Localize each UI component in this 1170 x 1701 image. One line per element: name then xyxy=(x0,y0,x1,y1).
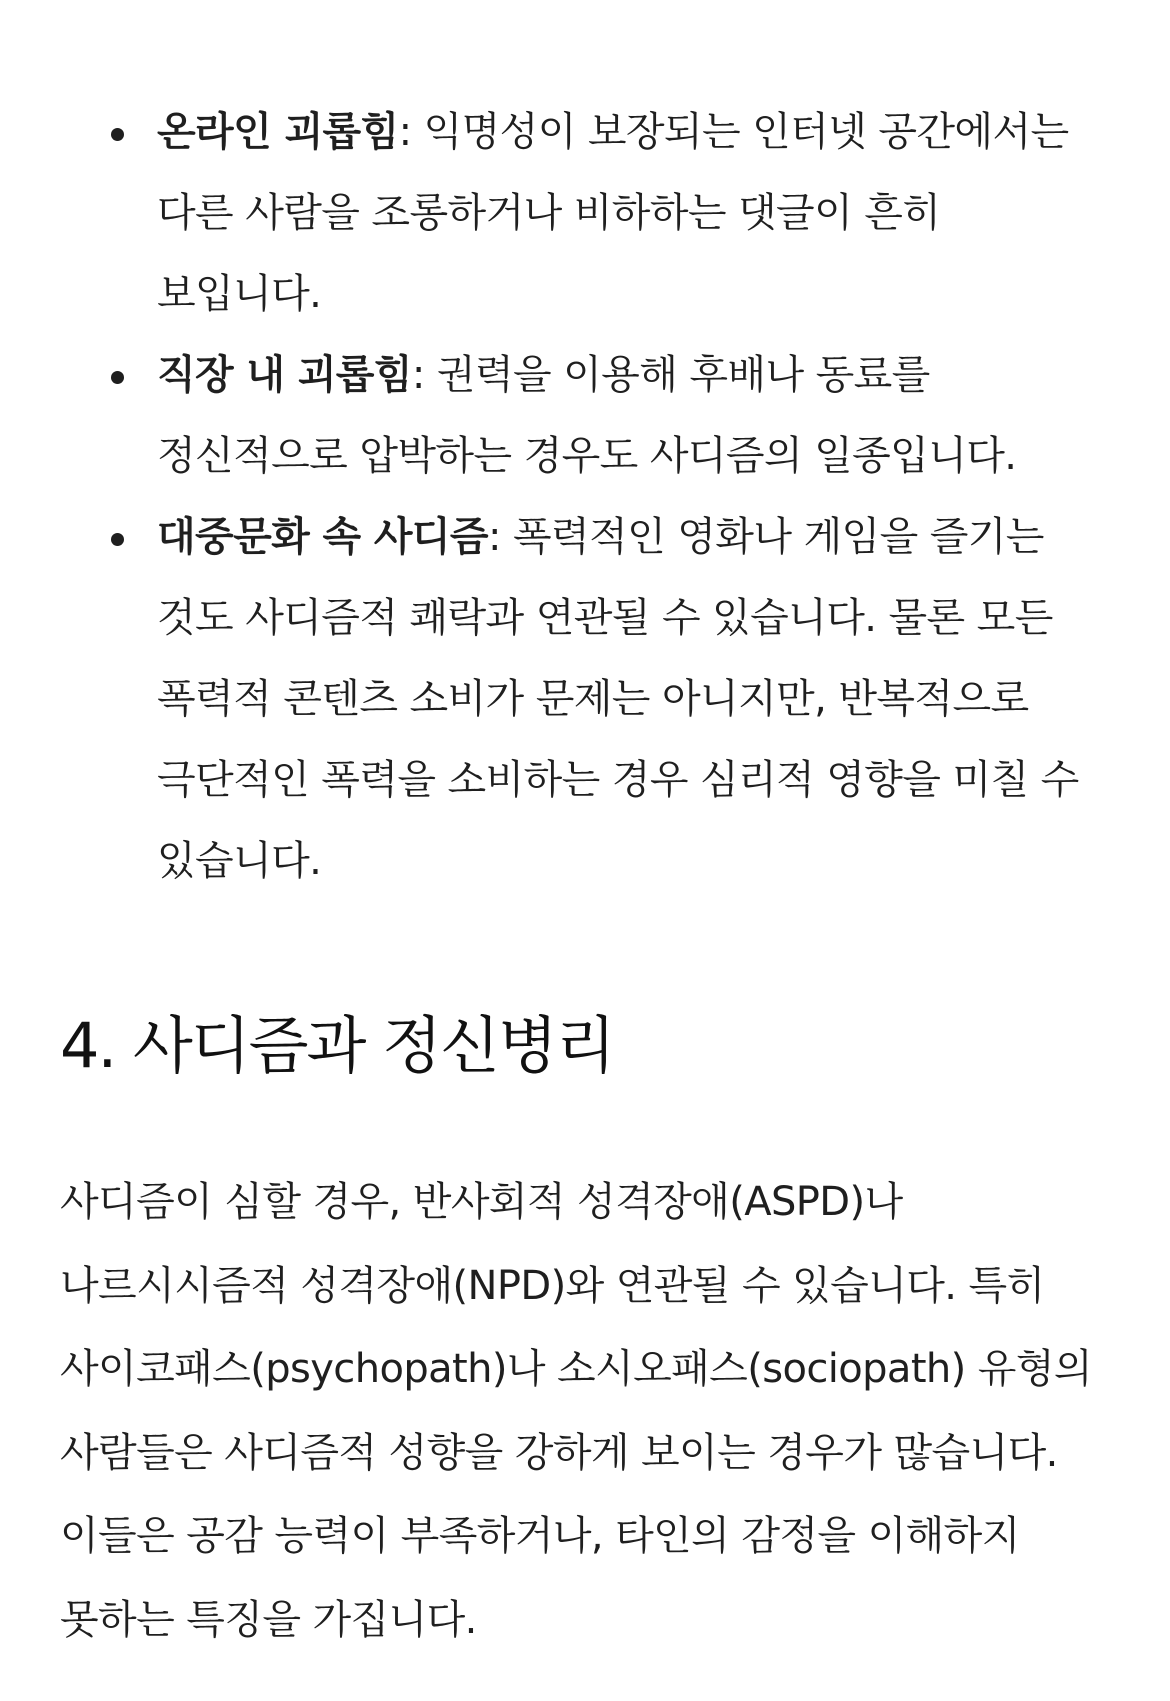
bullet-term: 직장 내 괴롭힘 xyxy=(157,352,412,398)
bullet-icon xyxy=(111,128,124,141)
bullet-term: 온라인 괴롭힘 xyxy=(157,109,399,155)
list-item xyxy=(157,497,1107,902)
section-heading: 4. 사디즘과 정신병리 xyxy=(60,1009,614,1082)
bullet-term: 대중문화 속 사디즘 xyxy=(157,514,488,560)
list-item xyxy=(157,335,1107,497)
bullet-text: : 익명성이 보장되는 인터넷 공간에서는 다른 사람을 조롱하거나 비하하는 댓글이 흔히 보입니다. xyxy=(157,109,1069,317)
bullet-text: : 폭력적인 영화나 게임을 즐기는 것도 사디즘적 쾌락과 연관될 수 있습니다. 물론 모든 폭력적 콘텐츠 소비가 문제는 아니지만, 반복적으로 극단적인 폭력을 소비하는 경우 심리적 영향을 미칠 수 있습니다. xyxy=(157,514,1079,884)
bullet-text: : 권력을 이용해 후배나 동료를 정신적으로 압박하는 경우도 사디즘의 일종입니다. xyxy=(157,352,1017,479)
bullet-icon xyxy=(111,533,124,546)
list-item xyxy=(157,92,1107,335)
section-paragraph: 사디즘이 심할 경우, 반사회적 성격장애(ASPD)나 나르시시즘적 성격장애(NPD)와 연관될 수 있습니다. 특히 사이코패스(psychopath)나 소시오패스(sociopath) 유형의 사람들은 사디즘적 성향을 강하게 보이는 경우가 많습니다. 이들은 공감 능력이 부족하거나, 타인의 감정을 이해하지 못하는 특징을 가집니다. xyxy=(60,1179,1092,1643)
bullet-icon xyxy=(111,371,124,384)
bullet-list xyxy=(0,92,1170,902)
